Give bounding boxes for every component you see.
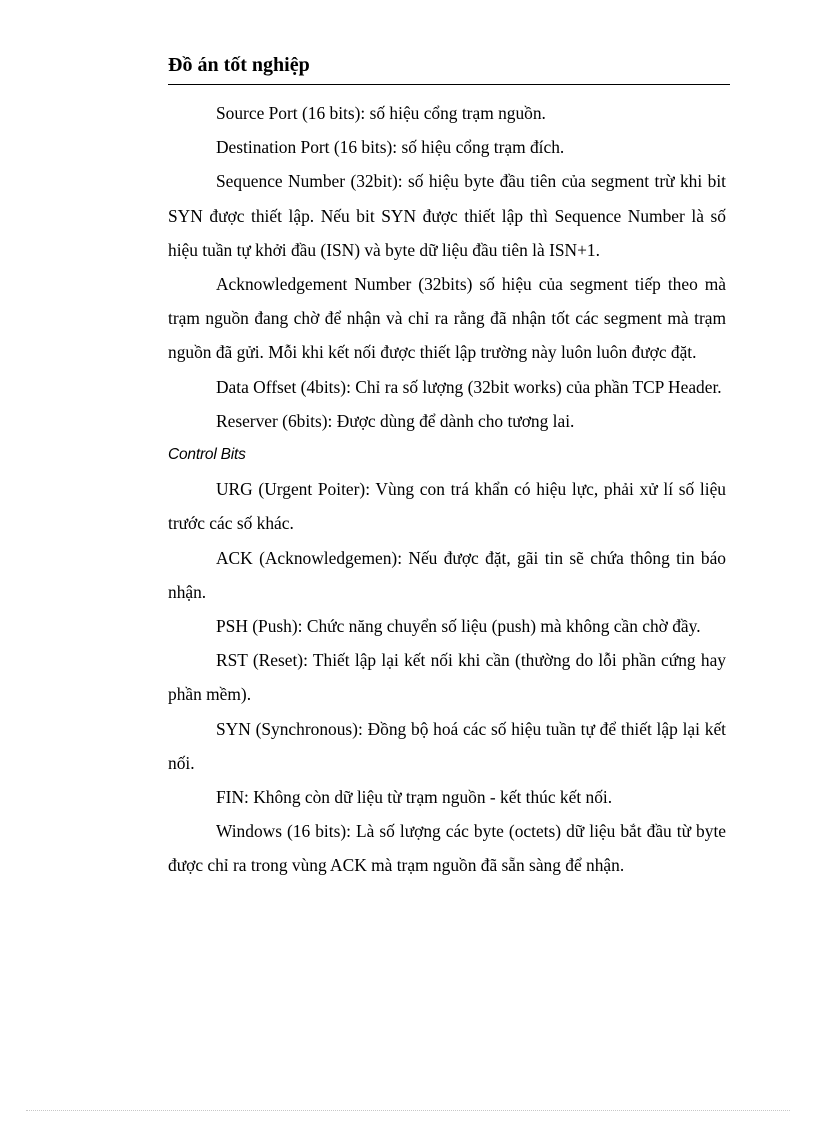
page-bottom-divider — [26, 1110, 790, 1111]
paragraph-windows: Windows (16 bits): Là số lượng các byte (octets) dữ liệu bắt đầu từ byte được chỉ ra trong vùng ACK mà trạm nguồn đã sẵn sàng để nhận. — [168, 821, 726, 876]
paragraph-urg: URG (Urgent Poiter): Vùng con trá khẩn có hiệu lực, phải xử lí số liệu trước các số khác. — [168, 479, 726, 534]
header-title: Đồ án tốt nghiệp — [168, 54, 310, 76]
paragraph-syn: SYN (Synchronous): Đồng bộ hoá các số hiệu tuần tự để thiết lập lại kết nối. — [168, 718, 726, 773]
paragraph-sequence-number: Sequence Number (32bit): số hiệu byte đầu tiên của segment trừ khi bit SYN được thiết lập. Nếu bit SYN được thiết lập thì Sequence Number là số hiệu tuần tự khởi đầu (ISN) và byte dữ liệu đầu tiên là ISN+1. — [168, 171, 726, 260]
paragraph-psh: PSH (Push): Chức năng chuyển số liệu (push) mà không cần chờ đầy. — [216, 616, 701, 637]
paragraph-data-offset: Data Offset (4bits): Chỉ ra số lượng (32bit works) của phần TCP Header. — [216, 376, 722, 397]
paragraph-reserver: Reserver (6bits): Được dùng để dành cho tương lai. — [216, 410, 575, 431]
paragraph-fin: FIN: Không còn dữ liệu từ trạm nguồn - kết thúc kết nối. — [216, 787, 613, 808]
page-header — [168, 52, 730, 85]
paragraph-acknowledgement-number: Acknowledgement Number (32bits) số hiệu của segment tiếp theo mà trạm nguồn đang chờ để nhận và chỉ ra rằng đã nhận tốt các segment mà trạm nguồn đã gửi. Mỗi khi kết nối được thiết lập trường này luôn luôn được đặt. — [168, 274, 726, 363]
section-heading-control-bits: Control Bits — [168, 446, 246, 464]
paragraph-ack: ACK (Acknowledgemen): Nếu được đặt, gãi tin sẽ chứa thông tin báo nhận. — [168, 547, 726, 602]
paragraph-source-port: Source Port (16 bits): số hiệu cổng trạm nguồn. — [216, 103, 546, 123]
paragraph-destination-port: Destination Port (16 bits): số hiệu cổng trạm đích. — [216, 137, 565, 158]
paragraph-rst: RST (Reset): Thiết lập lại kết nối khi cần (thường do lỗi phần cứng hay phần mềm). — [168, 650, 726, 705]
document-body — [168, 96, 726, 883]
